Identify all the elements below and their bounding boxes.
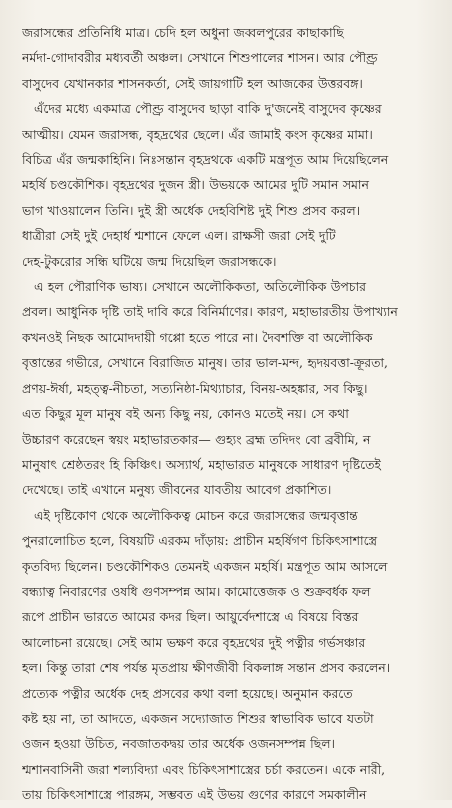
text-line: নর্মদা-গোদাবরীর মধ্যবর্তী অঞ্চল। সেখানে শিশুপালের শাসন। আর পৌণ্ড্র — [22, 50, 378, 66]
text-line: মহর্ষি চণ্ডকৌশিক। বৃহদ্রথের দুজন স্ত্রী। উভয়কে আমের দুটি সমান সমান — [22, 177, 369, 193]
text-line: ওজন হওয়া উচিত, নবজাতকদ্বয় তার অর্ধেক ওজনসম্পন্ন ছিল। — [22, 736, 335, 752]
text-line: হল। কিন্তু তারা শেষ পর্যন্ত মৃতপ্রায় ক্ষীণজীবী বিকলাঙ্গ সন্তান প্রসব করলেন। — [22, 660, 391, 676]
text-line: কৃতবিদ্য ছিলেন। চণ্ডকৌশিকও তেমনই একজন মহর্ষি। মন্ত্রপূত আম আসলে — [22, 558, 388, 574]
text-line: রূপে প্রাচীন ভারতে আমের কদর ছিল। আয়ুর্বেদশাস্ত্রে এ বিষয়ে বিস্তর — [22, 609, 359, 625]
text-line: দেহ-টুকরোর সন্ধি ঘটিয়ে জন্ম দিয়েছিল জরাসন্ধকে। — [22, 253, 277, 269]
text-line: জরাসন্ধের প্রতিনিধি মাত্র। চেদি হল অধুনা জব্বলপুরের কাছাকাছি — [22, 25, 344, 40]
text-line: কষ্ট হয় না, তা আদতে, একজন সদ্যোজাত শিশুর স্বাভাবিক ভাবে যতটা — [22, 710, 374, 726]
paragraph-3 — [22, 274, 430, 503]
text-line: বিচিত্র এঁর জন্মকাহিনি। নিঃসন্তান বৃহদ্রথকে একটি মন্ত্রপূত আম দিয়েছিলেন — [22, 152, 389, 168]
text-line: ধাত্রীরা সেই দুই দেহার্ধ শ্মশানে ফেলে এল। রাক্ষসী জরা সেই দুটি — [22, 228, 336, 244]
text-line: এত কিছুর মূল মানুষ বই অন্য কিছু নয়, কোনও মতেই নয়। সে কথা — [22, 406, 349, 422]
text-line: বৃত্তান্তের গভীরে, সেখানে বিরাজিত মানুষ। তার ভাল-মন্দ, হৃদয়বত্তা-ক্রূরতা, — [22, 355, 388, 371]
text-line: পুনরালোচিত হলে, বিষয়টি এরকম দাঁড়ায়: প্রাচীন মহর্ষিগণ চিকিৎসাশাস্ত্রে — [22, 533, 378, 549]
text-line: তায় চিকিৎসাশাস্ত্রে পারঙ্গম, সম্ভবত এই উভয় গুণের কারণে সমকালীন — [22, 787, 367, 803]
text-line: মানুষাৎ শ্রেষ্ঠতরং হি কিঞ্চিৎ। অস্যার্থ, মহাভারত মানুষকে সাধারণ দৃষ্টিতেই — [22, 456, 381, 472]
text-line: কখনওই নিছক আমোদদায়ী গপ্পো হতে পারে না। দৈবশক্তি বা অলৌকিক — [22, 329, 373, 345]
text-line: ভাগ খাওয়ালেন তিনি। দুই স্ত্রী অর্ধেক দেহবিশিষ্ট দুই শিশু প্রসব করল। — [22, 202, 361, 218]
text-line: এঁদের মধ্যে একমাত্র পৌণ্ড্র বাসুদেব ছাড়া বাকি দু'জনেই বাসুদেব কৃষ্ণের — [34, 101, 382, 117]
text-line: আলোচনা রয়েছে। সেই আম ভক্ষণ করে বৃহদ্রথের দুই পত্নীর গর্ভসঞ্চার — [22, 634, 366, 650]
text-line: এ হল পৌরাণিক ভাষ্য। সেখানে অলৌকিকতা, অতিলৌকিক উপচার — [34, 279, 366, 295]
text-line: প্রত্যেক পত্নীর অর্ধেক দেহ প্রসবের কথা বলা হয়েছে। অনুমান করতে — [22, 685, 353, 701]
paragraph-1 — [22, 20, 430, 96]
paragraph-2 — [22, 96, 430, 274]
text-line: শ্মশানবাসিনী জরা শল্যবিদ্যা এবং চিকিৎসাশাস্ত্রের চর্চা করতেন। একে নারী, — [22, 761, 386, 777]
text-line: এই দৃষ্টিকোণ থেকে অলৌকিকত্ব মোচন করে জরাসন্ধের জন্মবৃত্তান্ত — [34, 507, 358, 523]
text-line: বাসুদেব যেখানকার শাসনকর্তা, সেই জায়গাটি হল আজকের উত্তরবঙ্গ। — [22, 75, 363, 91]
text-line: প্রণয়-ঈর্ষা, মহত্ত্ব-নীচতা, সত্যনিষ্ঠা-মিথ্যাচার, বিনয়-অহঙ্কার, সব কিছু। — [22, 380, 368, 396]
text-line: প্রবল। আধুনিক দৃষ্টি তাই দাবি করে বিনির্মাণের। কারণ, মহাভারতীয় উপাখ্যান — [22, 304, 398, 320]
text-line: আত্মীয়। যেমন জরাসন্ধ, বৃহদ্রথের ছেলে। এঁর জামাই কংস কৃষ্ণের মামা। — [22, 126, 373, 142]
text-line: বন্ধ্যাত্ব নিবারণের ওষধি গুণসম্পন্ন আম। কামোত্তেজক ও শুক্রবর্ধক ফল — [22, 583, 371, 599]
text-line: উচ্চারণ করেছেন স্বয়ং মহাভারতকার— গুহ্যং ব্রহ্ম তদিদং বো ব্রবীমি, ন — [22, 431, 371, 447]
text-line: দেখেছে। তাই এখানে মনুষ্য জীবনের যাবতীয় আবেগ প্রকাশিত। — [22, 482, 332, 498]
paragraph-4 — [22, 503, 430, 808]
